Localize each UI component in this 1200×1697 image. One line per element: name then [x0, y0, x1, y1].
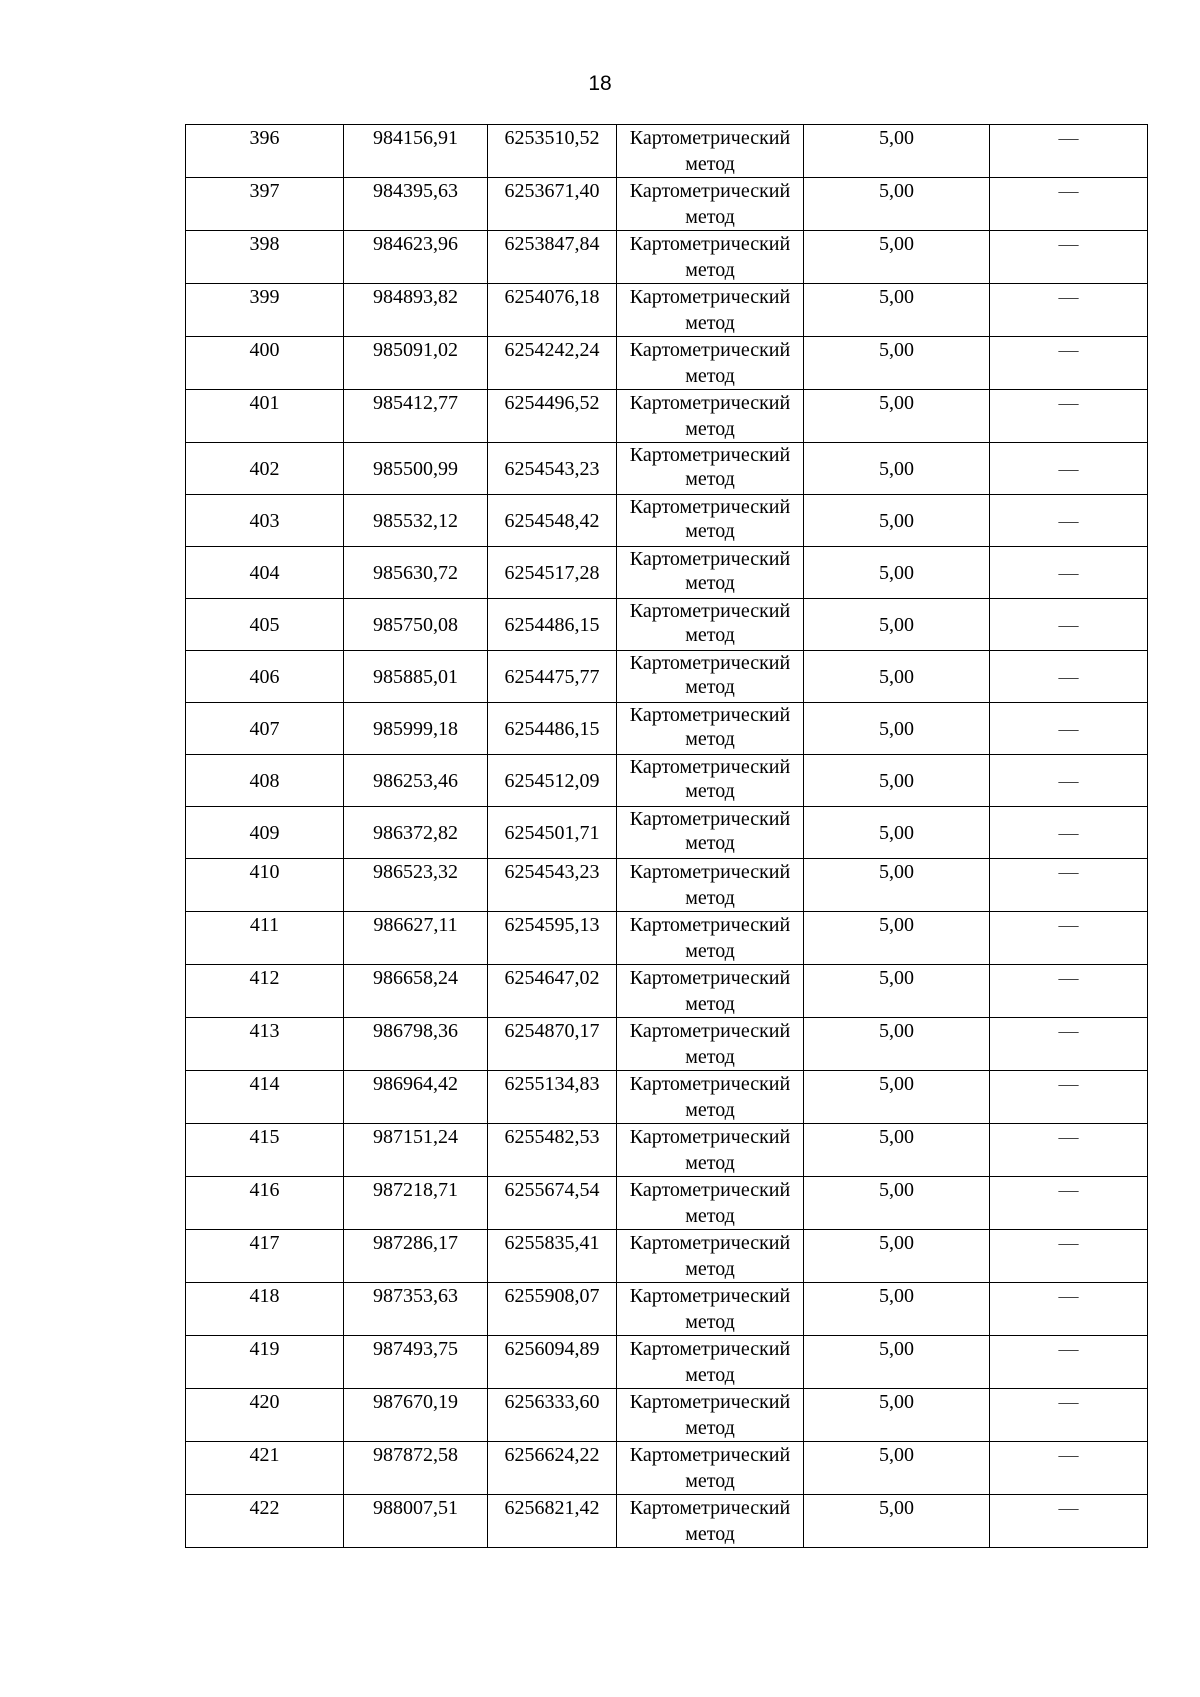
point-number-cell: 403 [186, 495, 344, 547]
note-cell: — [990, 284, 1148, 337]
note-cell: — [990, 651, 1148, 703]
table-row [186, 1495, 1148, 1548]
x-coordinate-cell: 987670,19 [344, 1389, 488, 1442]
accuracy-cell: 5,00 [804, 703, 990, 755]
accuracy-cell: 5,00 [804, 390, 990, 443]
accuracy-cell: 5,00 [804, 1124, 990, 1177]
y-coordinate-cell: 6256821,42 [488, 1495, 617, 1548]
point-number-cell: 405 [186, 599, 344, 651]
table-row [186, 390, 1148, 443]
note-cell: — [990, 231, 1148, 284]
accuracy-cell: 5,00 [804, 443, 990, 495]
accuracy-cell: 5,00 [804, 495, 990, 547]
method-cell: Картометрический метод [617, 1336, 804, 1389]
note-cell: — [990, 807, 1148, 859]
point-number-cell: 420 [186, 1389, 344, 1442]
y-coordinate-cell: 6254242,24 [488, 337, 617, 390]
table-row [186, 178, 1148, 231]
note-cell: — [990, 178, 1148, 231]
table-row [186, 651, 1148, 703]
x-coordinate-cell: 985750,08 [344, 599, 488, 651]
x-coordinate-cell: 985412,77 [344, 390, 488, 443]
y-coordinate-cell: 6254486,15 [488, 599, 617, 651]
note-cell: — [990, 495, 1148, 547]
table-row [186, 1442, 1148, 1495]
x-coordinate-cell: 986658,24 [344, 965, 488, 1018]
y-coordinate-cell: 6253510,52 [488, 125, 617, 178]
accuracy-cell: 5,00 [804, 651, 990, 703]
point-number-cell: 396 [186, 125, 344, 178]
coordinates-table-body [186, 125, 1148, 1548]
method-cell: Картометрический метод [617, 1442, 804, 1495]
accuracy-cell: 5,00 [804, 1283, 990, 1336]
table-row [186, 599, 1148, 651]
method-cell: Картометрический метод [617, 1177, 804, 1230]
note-cell: — [990, 912, 1148, 965]
table-row [186, 755, 1148, 807]
note-cell: — [990, 1389, 1148, 1442]
table-row [186, 337, 1148, 390]
table-row [186, 231, 1148, 284]
y-coordinate-cell: 6254543,23 [488, 859, 617, 912]
y-coordinate-cell: 6256094,89 [488, 1336, 617, 1389]
point-number-cell: 411 [186, 912, 344, 965]
y-coordinate-cell: 6254512,09 [488, 755, 617, 807]
point-number-cell: 414 [186, 1071, 344, 1124]
method-cell: Картометрический метод [617, 231, 804, 284]
x-coordinate-cell: 984395,63 [344, 178, 488, 231]
y-coordinate-cell: 6254595,13 [488, 912, 617, 965]
x-coordinate-cell: 985630,72 [344, 547, 488, 599]
accuracy-cell: 5,00 [804, 965, 990, 1018]
table-row [186, 859, 1148, 912]
point-number-cell: 418 [186, 1283, 344, 1336]
x-coordinate-cell: 986627,11 [344, 912, 488, 965]
x-coordinate-cell: 986523,32 [344, 859, 488, 912]
y-coordinate-cell: 6254501,71 [488, 807, 617, 859]
method-cell: Картометрический метод [617, 547, 804, 599]
x-coordinate-cell: 986964,42 [344, 1071, 488, 1124]
method-cell: Картометрический метод [617, 651, 804, 703]
x-coordinate-cell: 984893,82 [344, 284, 488, 337]
method-cell: Картометрический метод [617, 443, 804, 495]
y-coordinate-cell: 6254870,17 [488, 1018, 617, 1071]
y-coordinate-cell: 6254076,18 [488, 284, 617, 337]
note-cell: — [990, 547, 1148, 599]
table-row [186, 1124, 1148, 1177]
accuracy-cell: 5,00 [804, 1230, 990, 1283]
y-coordinate-cell: 6256333,60 [488, 1389, 617, 1442]
accuracy-cell: 5,00 [804, 807, 990, 859]
point-number-cell: 408 [186, 755, 344, 807]
method-cell: Картометрический метод [617, 859, 804, 912]
y-coordinate-cell: 6253671,40 [488, 178, 617, 231]
point-number-cell: 417 [186, 1230, 344, 1283]
point-number-cell: 402 [186, 443, 344, 495]
y-coordinate-cell: 6255134,83 [488, 1071, 617, 1124]
method-cell: Картометрический метод [617, 495, 804, 547]
method-cell: Картометрический метод [617, 912, 804, 965]
x-coordinate-cell: 987872,58 [344, 1442, 488, 1495]
x-coordinate-cell: 985091,02 [344, 337, 488, 390]
y-coordinate-cell: 6254517,28 [488, 547, 617, 599]
accuracy-cell: 5,00 [804, 1389, 990, 1442]
note-cell: — [990, 1442, 1148, 1495]
method-cell: Картометрический метод [617, 807, 804, 859]
method-cell: Картометрический метод [617, 178, 804, 231]
note-cell: — [990, 703, 1148, 755]
accuracy-cell: 5,00 [804, 912, 990, 965]
table-row [186, 284, 1148, 337]
x-coordinate-cell: 987493,75 [344, 1336, 488, 1389]
point-number-cell: 422 [186, 1495, 344, 1548]
table-row [186, 547, 1148, 599]
x-coordinate-cell: 987218,71 [344, 1177, 488, 1230]
accuracy-cell: 5,00 [804, 1177, 990, 1230]
accuracy-cell: 5,00 [804, 1018, 990, 1071]
table-row [186, 1230, 1148, 1283]
method-cell: Картометрический метод [617, 1124, 804, 1177]
table-row [186, 1018, 1148, 1071]
accuracy-cell: 5,00 [804, 231, 990, 284]
y-coordinate-cell: 6255908,07 [488, 1283, 617, 1336]
method-cell: Картометрический метод [617, 755, 804, 807]
x-coordinate-cell: 985885,01 [344, 651, 488, 703]
y-coordinate-cell: 6254548,42 [488, 495, 617, 547]
table-row [186, 912, 1148, 965]
method-cell: Картометрический метод [617, 703, 804, 755]
table-row [186, 703, 1148, 755]
point-number-cell: 419 [186, 1336, 344, 1389]
method-cell: Картометрический метод [617, 1230, 804, 1283]
y-coordinate-cell: 6254475,77 [488, 651, 617, 703]
note-cell: — [990, 965, 1148, 1018]
point-number-cell: 409 [186, 807, 344, 859]
note-cell: — [990, 1018, 1148, 1071]
accuracy-cell: 5,00 [804, 755, 990, 807]
y-coordinate-cell: 6254496,52 [488, 390, 617, 443]
method-cell: Картометрический метод [617, 599, 804, 651]
point-number-cell: 401 [186, 390, 344, 443]
method-cell: Картометрический метод [617, 337, 804, 390]
y-coordinate-cell: 6255482,53 [488, 1124, 617, 1177]
accuracy-cell: 5,00 [804, 284, 990, 337]
x-coordinate-cell: 985532,12 [344, 495, 488, 547]
x-coordinate-cell: 988007,51 [344, 1495, 488, 1548]
point-number-cell: 404 [186, 547, 344, 599]
method-cell: Картометрический метод [617, 1389, 804, 1442]
note-cell: — [990, 859, 1148, 912]
y-coordinate-cell: 6254486,15 [488, 703, 617, 755]
page-number: 18 [588, 72, 612, 95]
point-number-cell: 397 [186, 178, 344, 231]
point-number-cell: 398 [186, 231, 344, 284]
accuracy-cell: 5,00 [804, 547, 990, 599]
method-cell: Картометрический метод [617, 965, 804, 1018]
table-row [186, 1389, 1148, 1442]
accuracy-cell: 5,00 [804, 1495, 990, 1548]
table-row [186, 1283, 1148, 1336]
point-number-cell: 413 [186, 1018, 344, 1071]
method-cell: Картометрический метод [617, 125, 804, 178]
point-number-cell: 421 [186, 1442, 344, 1495]
table-row [186, 125, 1148, 178]
table-row [186, 495, 1148, 547]
note-cell: — [990, 1071, 1148, 1124]
x-coordinate-cell: 985500,99 [344, 443, 488, 495]
x-coordinate-cell: 987286,17 [344, 1230, 488, 1283]
note-cell: — [990, 337, 1148, 390]
y-coordinate-cell: 6255674,54 [488, 1177, 617, 1230]
point-number-cell: 407 [186, 703, 344, 755]
note-cell: — [990, 599, 1148, 651]
accuracy-cell: 5,00 [804, 125, 990, 178]
y-coordinate-cell: 6254543,23 [488, 443, 617, 495]
y-coordinate-cell: 6254647,02 [488, 965, 617, 1018]
note-cell: — [990, 443, 1148, 495]
accuracy-cell: 5,00 [804, 178, 990, 231]
method-cell: Картометрический метод [617, 284, 804, 337]
x-coordinate-cell: 987353,63 [344, 1283, 488, 1336]
y-coordinate-cell: 6255835,41 [488, 1230, 617, 1283]
point-number-cell: 399 [186, 284, 344, 337]
point-number-cell: 410 [186, 859, 344, 912]
coordinates-table [185, 124, 1148, 1548]
accuracy-cell: 5,00 [804, 337, 990, 390]
note-cell: — [990, 1124, 1148, 1177]
x-coordinate-cell: 986372,82 [344, 807, 488, 859]
method-cell: Картометрический метод [617, 390, 804, 443]
note-cell: — [990, 1283, 1148, 1336]
point-number-cell: 400 [186, 337, 344, 390]
table-row [186, 1336, 1148, 1389]
y-coordinate-cell: 6253847,84 [488, 231, 617, 284]
note-cell: — [990, 1336, 1148, 1389]
note-cell: — [990, 755, 1148, 807]
method-cell: Картометрический метод [617, 1018, 804, 1071]
table-row [186, 443, 1148, 495]
table-row [186, 1071, 1148, 1124]
accuracy-cell: 5,00 [804, 1336, 990, 1389]
point-number-cell: 412 [186, 965, 344, 1018]
point-number-cell: 415 [186, 1124, 344, 1177]
table-row [186, 807, 1148, 859]
note-cell: — [990, 1177, 1148, 1230]
point-number-cell: 406 [186, 651, 344, 703]
x-coordinate-cell: 985999,18 [344, 703, 488, 755]
method-cell: Картометрический метод [617, 1071, 804, 1124]
point-number-cell: 416 [186, 1177, 344, 1230]
x-coordinate-cell: 987151,24 [344, 1124, 488, 1177]
method-cell: Картометрический метод [617, 1495, 804, 1548]
accuracy-cell: 5,00 [804, 1071, 990, 1124]
note-cell: — [990, 125, 1148, 178]
note-cell: — [990, 1495, 1148, 1548]
table-row [186, 1177, 1148, 1230]
accuracy-cell: 5,00 [804, 859, 990, 912]
accuracy-cell: 5,00 [804, 599, 990, 651]
method-cell: Картометрический метод [617, 1283, 804, 1336]
x-coordinate-cell: 984623,96 [344, 231, 488, 284]
note-cell: — [990, 390, 1148, 443]
x-coordinate-cell: 984156,91 [344, 125, 488, 178]
table-row [186, 965, 1148, 1018]
accuracy-cell: 5,00 [804, 1442, 990, 1495]
note-cell: — [990, 1230, 1148, 1283]
x-coordinate-cell: 986253,46 [344, 755, 488, 807]
x-coordinate-cell: 986798,36 [344, 1018, 488, 1071]
y-coordinate-cell: 6256624,22 [488, 1442, 617, 1495]
